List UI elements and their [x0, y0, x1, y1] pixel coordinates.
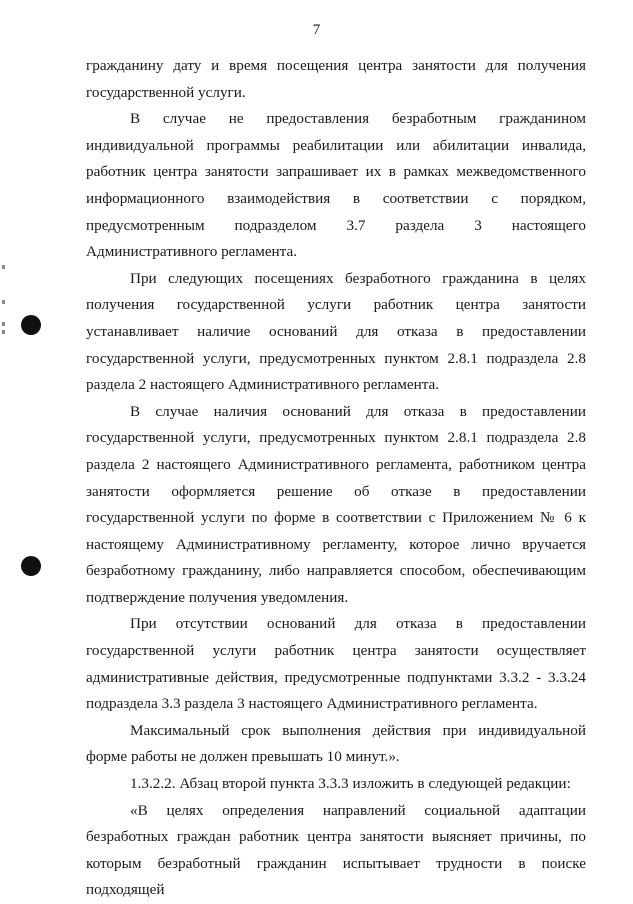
scan-edge-mark [2, 330, 5, 334]
paragraph: При отсутствии оснований для отказа в предоставлении государственной услуги работник центра занятости осуществляет административные действия, предусмотренные подпунктами 3.3.2 - 3.3.24 подраздела 3.3 раздела 3 настоящего Административного регламента. [86, 615, 586, 713]
page-number: 7 [312, 22, 321, 38]
document-body [86, 53, 586, 904]
scan-edge-mark [2, 322, 5, 326]
punch-hole-top [21, 315, 41, 335]
punch-hole-bottom [21, 556, 41, 576]
paragraph: «В целях определения направлений социальной адаптации безработных граждан работник центра занятости выясняет причины, по которым безработный гражданин испытывает трудности в поиске подходящей [86, 801, 586, 899]
scan-edge-mark [2, 300, 5, 304]
paragraph: При следующих посещениях безработного гражданина в целях получения государственной услуги работник центра занятости устанавливает наличие оснований для отказа в предоставлении государственной услуги, предусмотренных пунктом 2.8.1 подраздела 2.8 раздела 2 настоящего Административного регламента. [86, 269, 586, 394]
paragraph-continuation: гражданину дату и время посещения центра занятости для получения государственной услуги. [86, 57, 586, 101]
paragraph: В случае наличия оснований для отказа в предоставлении государственной услуги, предусмотренных пунктом 2.8.1 подраздела 2.8 раздела 2 настоящего Административного регламента, работником центра занятости оформляется решение об отказе в предоставлении государственной услуги по форме в соответствии с Приложением № 6 к настоящему Административному регламенту, которое лично вручается безработному гражданину, либо направляется способом, обеспечивающим подтверждение получения уведомления. [86, 402, 586, 606]
paragraph: Максимальный срок выполнения действия при индивидуальной форме работы не должен превышать 10 минут.». [86, 721, 586, 766]
paragraph: В случае не предоставления безработным гражданином индивидуальной программы реабилитации или абилитации инвалида, работник центра занятости запрашивает их в рамках межведомственного информационного взаимодействия в соответствии с порядком, предусмотренным подразделом 3.7 раздела 3 настоящего Административного регламента. [86, 110, 586, 261]
scan-edge-mark [2, 265, 5, 269]
paragraph: 1.3.2.2. Абзац второй пункта 3.3.3 изложить в следующей редакции: [130, 775, 571, 793]
